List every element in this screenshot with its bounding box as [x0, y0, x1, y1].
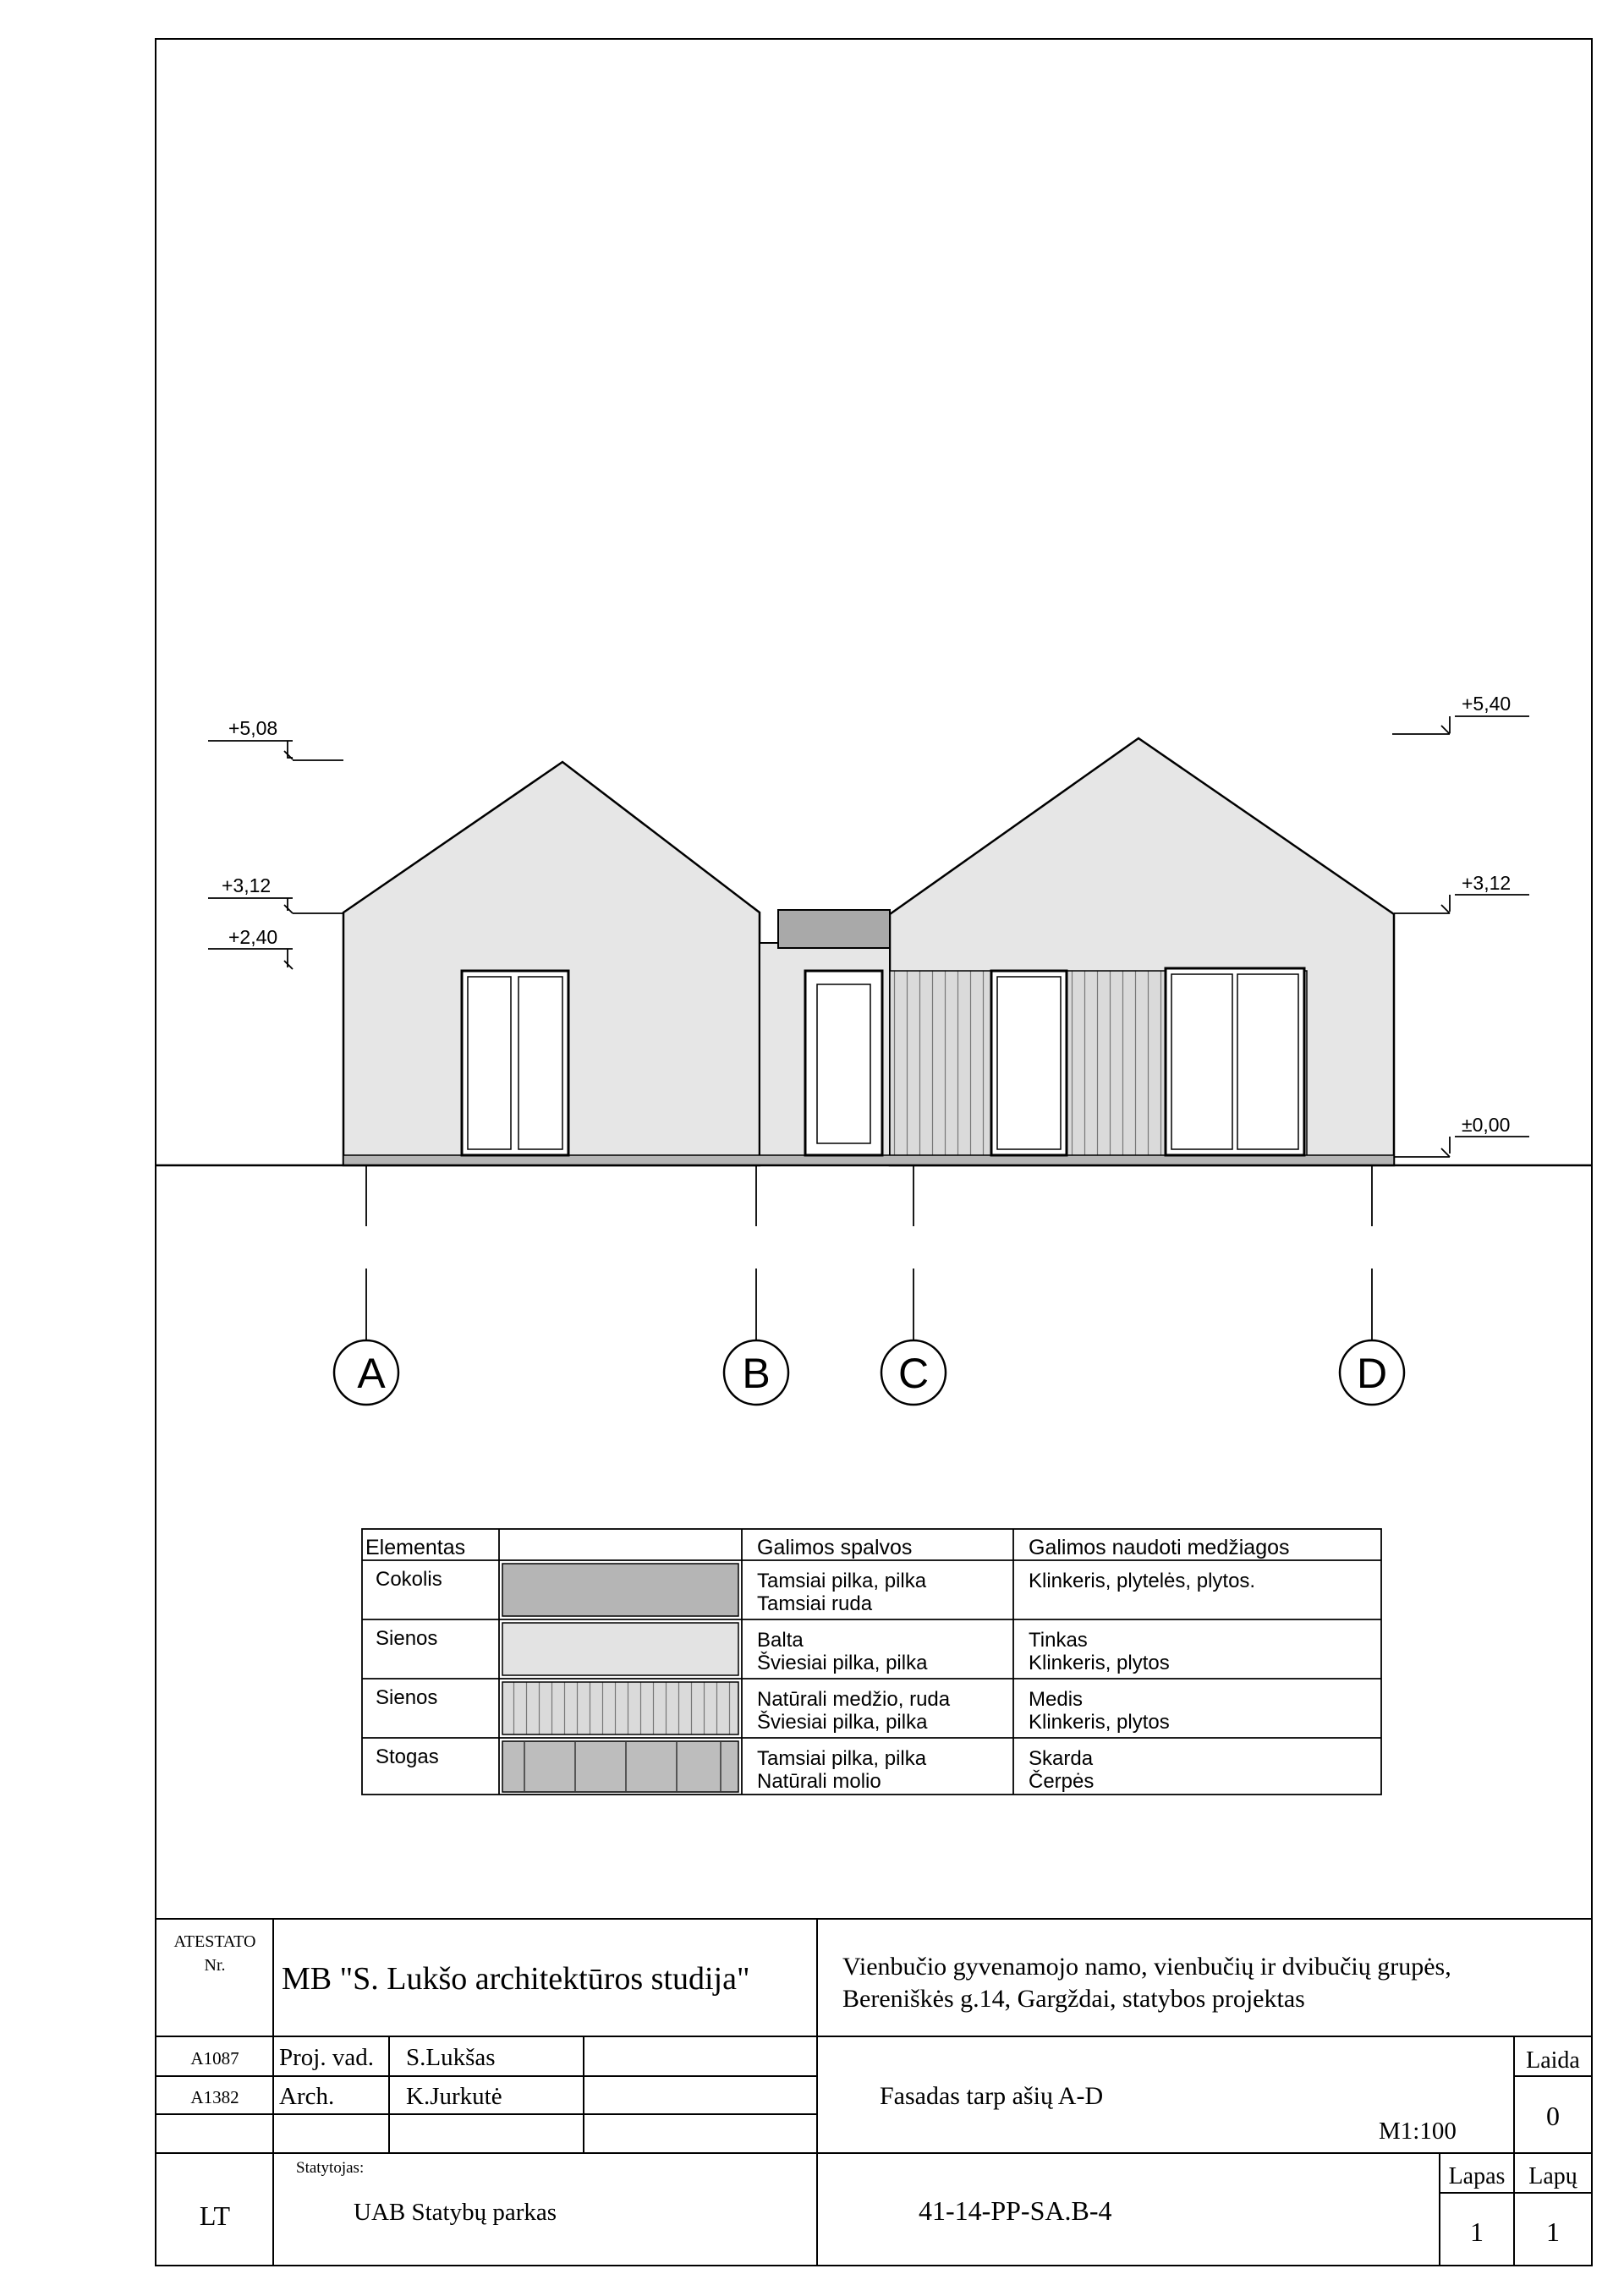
legend-row-color: Natūrali molio — [757, 1770, 881, 1793]
legend-row-color: Natūrali medžio, ruda — [757, 1688, 951, 1711]
atestato-label: ATESTATO — [173, 1932, 256, 1951]
elevation-left-lintel: +2,40 — [228, 926, 278, 948]
legend-row-material: Čerpės — [1029, 1770, 1095, 1793]
legend-row-material: Skarda — [1029, 1747, 1094, 1770]
swatch-roof — [502, 1741, 738, 1792]
nr-label: Nr. — [204, 1956, 226, 1975]
drawing-code: 41-14-PP-SA.B-4 — [919, 2195, 1112, 2226]
legend-row-color: Balta — [757, 1629, 804, 1652]
plinth — [343, 1155, 1394, 1165]
laida-label: Laida — [1526, 2047, 1580, 2074]
legend-row-material: Tinkas — [1029, 1629, 1088, 1652]
lapu-label: Lapų — [1528, 2163, 1577, 2189]
legend-row-element: Sienos — [376, 1686, 438, 1709]
elevation-left-ridge: +5,08 — [228, 717, 278, 739]
staff-name: S.Lukšas — [406, 2044, 496, 2071]
staff-role: Arch. — [279, 2083, 335, 2110]
lapu-value: 1 — [1546, 2217, 1560, 2247]
legend-row-material: Klinkeris, plytos — [1029, 1711, 1170, 1734]
drawing-title: Fasadas tarp ašių A-D — [880, 2082, 1104, 2110]
elevation-right-eave: +3,12 — [1462, 872, 1512, 894]
lapas-value: 1 — [1470, 2217, 1484, 2247]
right-window — [1166, 968, 1304, 1155]
legend-row-element: Stogas — [376, 1745, 439, 1768]
middle-window — [991, 971, 1067, 1155]
axis-label-a: A — [357, 1350, 386, 1397]
client-name: UAB Statybų parkas — [354, 2199, 557, 2226]
statytojas-label: Statytojas: — [296, 2159, 365, 2177]
legend-row-material: Medis — [1029, 1688, 1084, 1711]
legend-row-color: Šviesiai pilka, pilka — [757, 1652, 928, 1674]
elevation-left-eave: +3,12 — [222, 874, 272, 896]
staff-cert: A1382 — [190, 2087, 239, 2107]
staff-cert: A1087 — [190, 2048, 239, 2069]
entrance-door — [805, 971, 882, 1155]
grid-axes — [334, 1165, 1404, 1405]
axis-label-b: B — [742, 1350, 771, 1397]
project-title-line2: Bereniškės g.14, Gargždai, statybos projektas — [842, 1985, 1305, 2013]
laida-value: 0 — [1546, 2101, 1560, 2131]
elevation-right-ridge: +5,40 — [1462, 693, 1512, 715]
staff-role: Proj. vad. — [279, 2044, 374, 2071]
scale: M1:100 — [1379, 2118, 1457, 2145]
swatch-walls-timber — [502, 1682, 738, 1734]
swatch-plinth — [502, 1564, 738, 1616]
swatch-walls-render — [502, 1623, 738, 1675]
material-legend-table — [362, 1529, 1381, 1795]
axis-label-d: D — [1356, 1350, 1388, 1397]
connector-fascia — [778, 910, 890, 948]
firm-name: MB "S. Lukšo architektūros studija" — [282, 1961, 750, 1997]
legend-row-element: Cokolis — [376, 1568, 442, 1591]
facade-elevation — [156, 738, 1592, 1165]
legend-header-materials: Galimos naudoti medžiagos — [1029, 1536, 1290, 1559]
country-code: LT — [199, 2200, 231, 2231]
legend-header-colors: Galimos spalvos — [757, 1536, 913, 1559]
legend-row-material: Klinkeris, plytelės, plytos. — [1029, 1570, 1256, 1592]
elevation-ground: ±0,00 — [1462, 1114, 1511, 1136]
left-window — [462, 971, 568, 1155]
legend-row-color: Šviesiai pilka, pilka — [757, 1711, 928, 1734]
project-title-line1: Vienbučio gyvenamojo namo, vienbučių ir dvibučių grupės, — [842, 1953, 1451, 1981]
axis-label-c: C — [897, 1350, 930, 1397]
legend-row-color: Tamsiai pilka, pilka — [757, 1747, 927, 1770]
lapas-label: Lapas — [1448, 2163, 1506, 2189]
legend-row-color: Tamsiai pilka, pilka — [757, 1570, 927, 1592]
legend-row-material: Klinkeris, plytos — [1029, 1652, 1170, 1674]
title-block — [156, 1919, 1592, 2266]
legend-row-color: Tamsiai ruda — [757, 1592, 873, 1615]
legend-row-element: Sienos — [376, 1627, 438, 1650]
staff-name: K.Jurkutė — [406, 2083, 502, 2110]
legend-header-element: Elementas — [365, 1536, 466, 1559]
